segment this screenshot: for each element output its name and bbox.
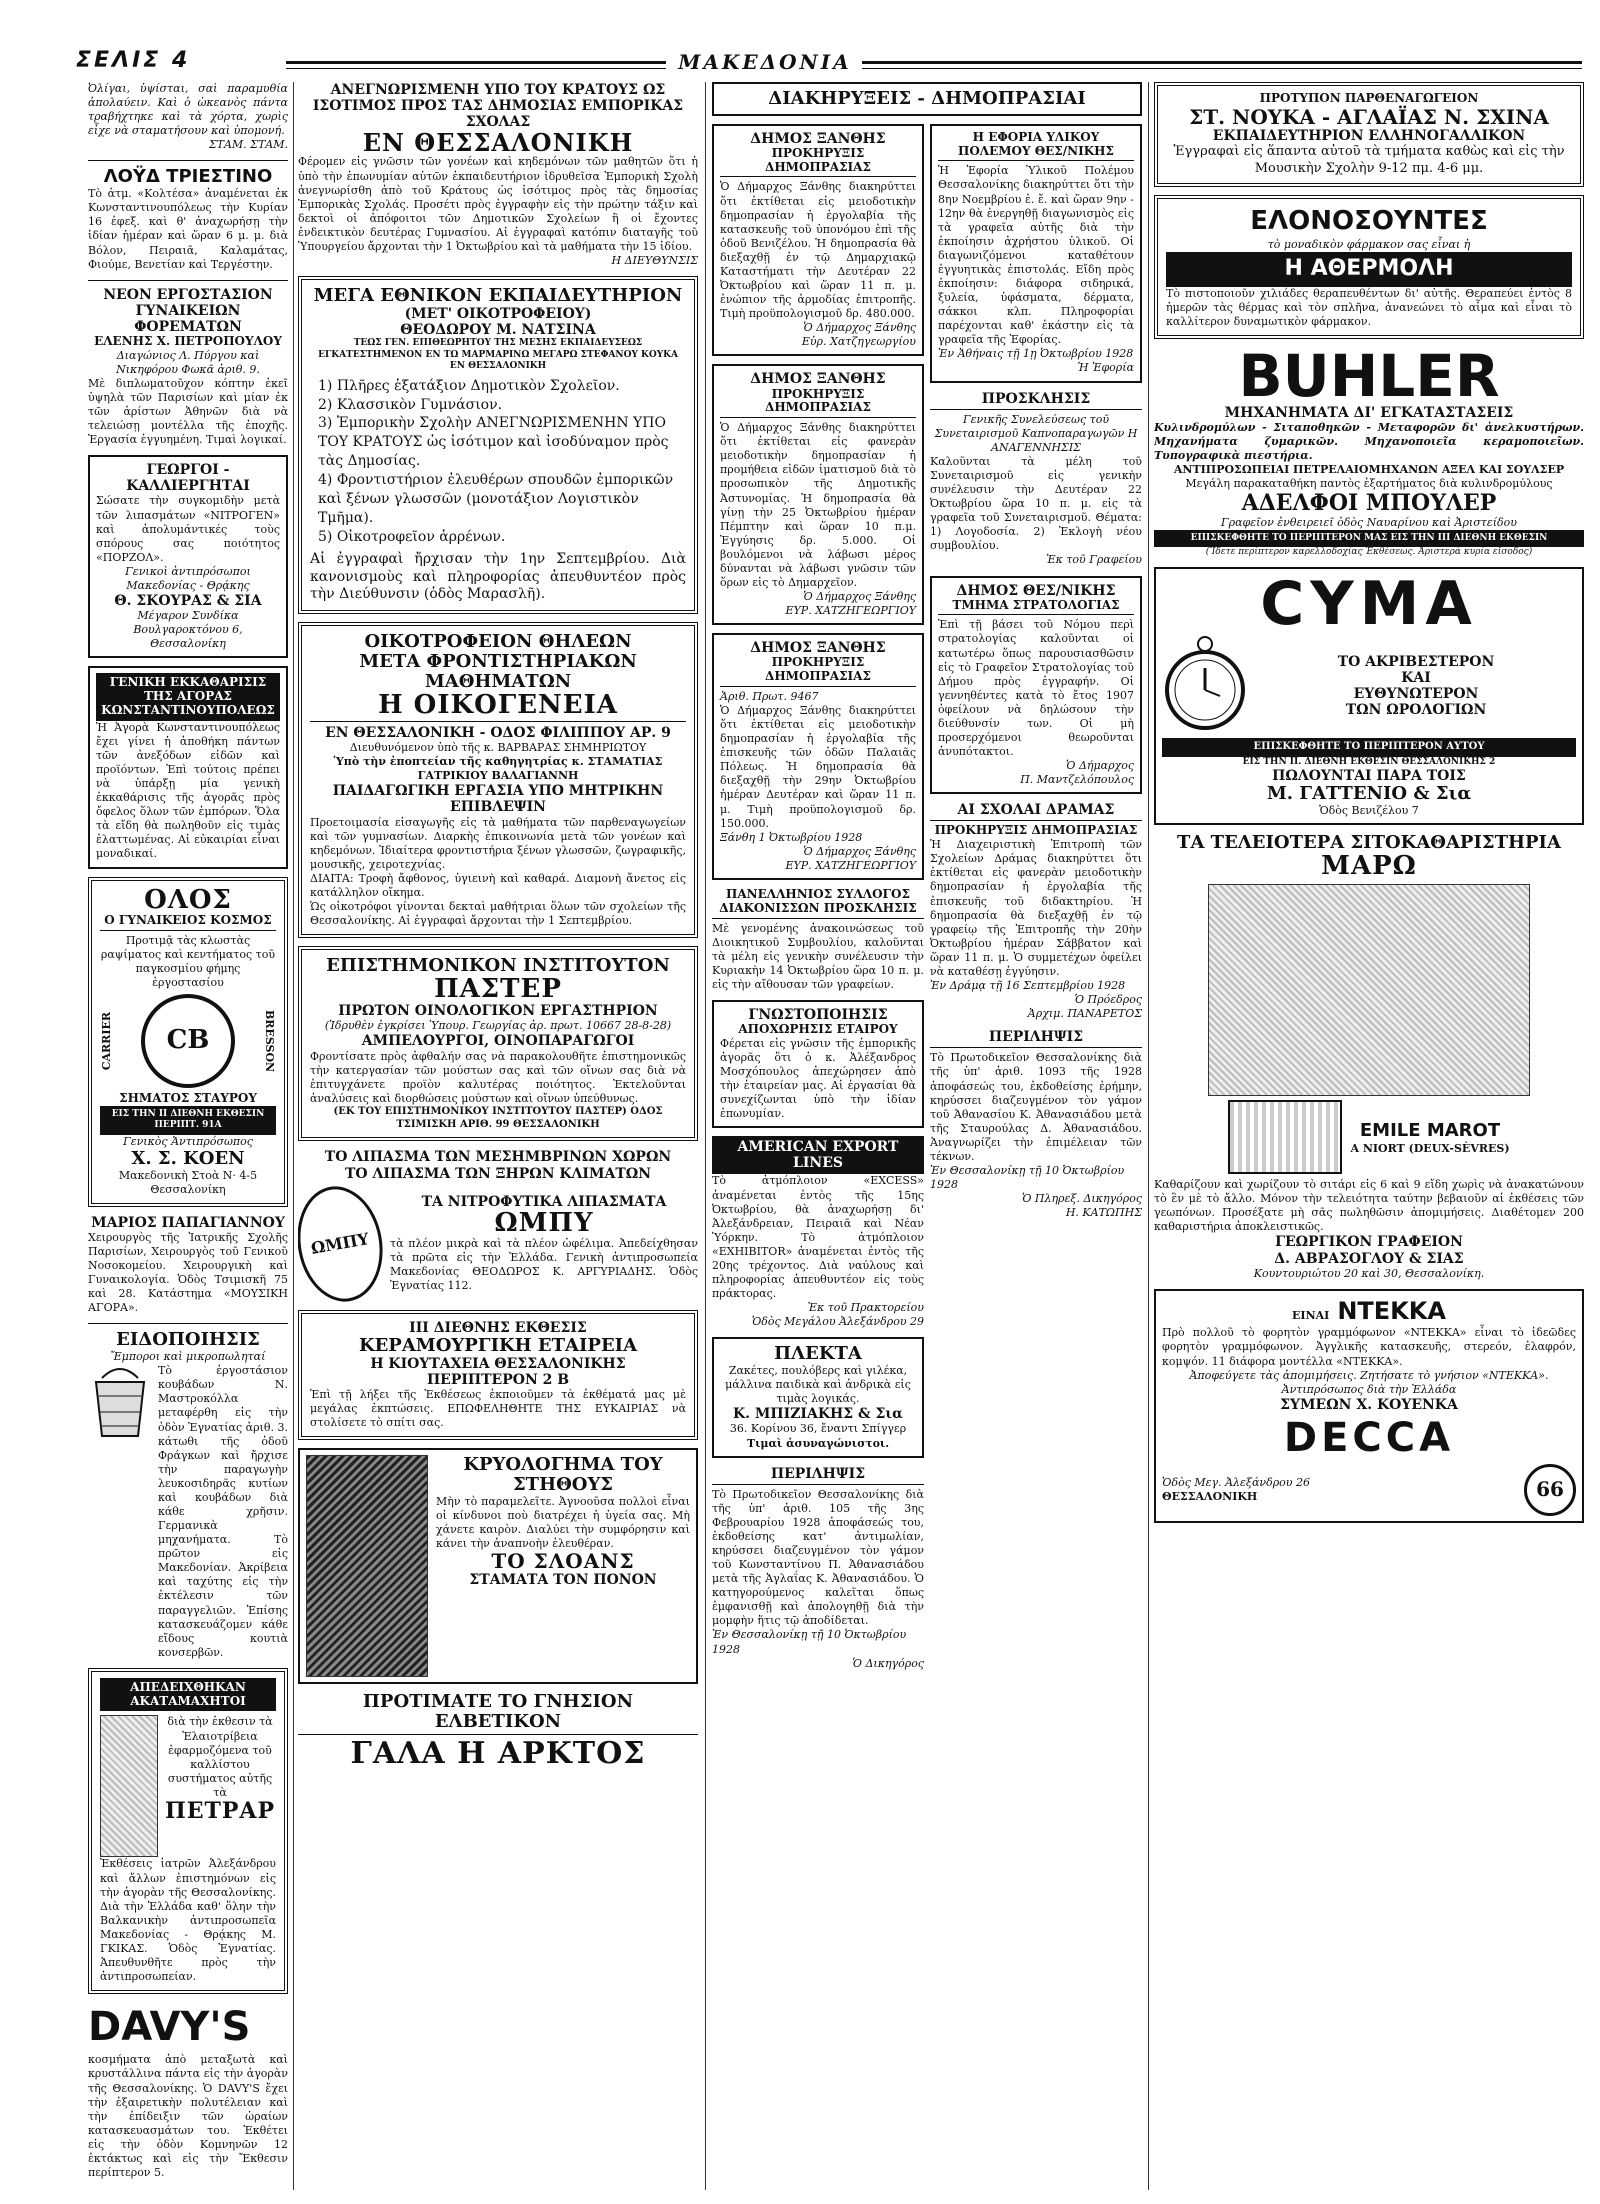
omiy-title2: ΤΟ ΛΙΠΑΣΜΑ ΤΩΝ ΞΗΡΩΝ ΚΛΙΜΑΤΩΝ — [344, 1165, 652, 1182]
decca-quote: ΝΤΕΚΚΑ — [1337, 1296, 1446, 1325]
davys-ad — [88, 2002, 288, 2180]
maro-plate2: A NIORT (DEUX-SÈVRES) — [1350, 1141, 1510, 1155]
panhellenic-notice — [712, 888, 924, 992]
lloyd-notice — [88, 167, 288, 271]
decca-warn: Ἀποφεύγετε τὰς ἀπομιμήσεις. Ζητήσατε τὸ γνήσιον «ΝΤΕΚΚΑ». — [1189, 1368, 1549, 1382]
figure-illustration — [100, 1715, 158, 1857]
partner-notice-title: ΓΝΩΣΤΟΠΟΙΗΣΙΣ — [748, 1006, 888, 1023]
ephoria-sig: Ἡ Ἐφορία — [1077, 361, 1134, 375]
olos-title: ΟΛΟΣ — [144, 884, 232, 915]
cyma-line2: ΚΑΙ — [1401, 669, 1431, 686]
cough-ad — [298, 1448, 698, 1684]
summary2-sig: Ὁ Πληρεξ. Δικηγόρος — [1021, 1192, 1142, 1206]
natsina-sub: (ΜΕΤ' ΟΙΚΟΤΡΟΦΕΙΟΥ) — [404, 305, 592, 322]
summary2-title: ΠΕΡΙΛΗΨΙΣ — [930, 1029, 1142, 1048]
workshop-body: Μὲ διπλωματοῦχον κόπτην ἐκεῖ ὑψηλὰ τῶν Παρισίων καὶ μίαν ἐκ τῶν ἀρίστων Ἀθηνῶν διὰ νὰ τελειώσῃ μοντέλλα τῆς ἐποχῆς. Ἐργασία ἐγγυημένη. Τιμαὶ λογικαί. — [88, 376, 288, 447]
american-title: AMERICAN EXPORT LINES — [712, 1136, 924, 1174]
american-body: Τὸ ἀτμόπλοιον «EXCESS» ἀναμένεται ἐντὸς τῆς 15ης Ὀκτωβρίου, θὰ ἀναχωρήσῃ δι' Ἀλεξάνδρειαν, Πειραιᾶ καὶ Νέαν Ὑόρκην. Τὸ ἀτμόπλοιον «EXHIBITOR» ἀναμένεται ἐντὸς τῆς 20ης τρέχοντος. Διὰ ναύλους καὶ πληροφορίας ἀπευθυντέον εἰς τοὺς πράκτορας. — [712, 1174, 924, 1301]
bucket-icon — [88, 1364, 152, 1660]
decca-address: Ὁδὸς Μεγ. Ἀλεξάνδρου 26 — [1162, 1476, 1310, 1489]
ephoria-body: Ἡ Ἐφορία Ὑλικοῦ Πολέμου Θεσσαλονίκης διακηρύττει ὅτι τὴν 8ην Νοεμβρίου ἐ. ἔ. καὶ ὥραν 9ην - 12ην θὰ ἐνεργηθῇ διαγωνισμὸς εἰς τὰ γραφεῖα αὐτῆς διὰ τὴν ἐκποίησιν ἀχρήστου ὑλικοῦ. Οἱ διαγωνιζόμενοι καταθέτουν ἐγγυητικὰς ἐπιστολάς. Εἴδη πρὸς ἐκποίησιν: διάφορα σιδηρικά, ξυλεία, ὑφάσματα, δέρματα, σάκκοι κλπ. Πληροφορίαι παρέχονται καθ' ἑκάστην εἰς τὰ γραφεῖα τῆς Ἐφορίας. — [938, 164, 1134, 347]
xanthi1-sig2: Εὐρ. Χατζηγεωργίου — [801, 335, 916, 349]
maro-body: Καθαρίζουν καὶ χωρίζουν τὸ σιτάρι εἰς 6 καὶ 9 εἴδη χωρὶς νὰ ἀνακατώνουν τὸ ἓν μὲ τὸ ἄλλο. Μόνον τὴν τελειότητα ταύτην βεβαιοῦν αἱ ἐκθέσεις τῶν γεωπόνων. Προσέξατε μὴ σᾶς πωληθῶσιν ἀπομιμήσεις. Διαθέτομεν 200 καθαριστήρια ἀποκλειστικῶς. — [1154, 1178, 1584, 1234]
invitation-notice — [930, 391, 1142, 568]
partner-notice — [712, 1000, 924, 1128]
cb-logo-text: CB — [166, 1025, 210, 1056]
carrier-label: CARRIER — [100, 1011, 113, 1071]
xanthi2-title: ΔΗΜΟΣ ΞΑΝΘΗΣ — [750, 371, 886, 388]
expo-company2: Η ΚΙΟΥΤΑΧΕΙΑ ΘΕΣΣΑΛΟΝΙΚΗΣ — [370, 1355, 626, 1372]
cyma-address: Ὁδὸς Βενιζέλου 7 — [1319, 803, 1419, 817]
workshop-address: Διαγώνιος Λ. Πύργου καὶ Νικηφόρου Φωκᾶ ἀριθ. 9. — [116, 348, 260, 376]
summary2-date: Ἐν Θεσσαλονίκῃ τῇ 10 Ὀκτωβρίου 1928 — [930, 1163, 1125, 1192]
petrar-title: ΑΠΕΔΕΙΧΘΗΚΑΝ ΑΚΑΤΑΜΑΧΗΤΟΙ — [100, 1678, 276, 1712]
cyma-expo: ΕΙΣ ΤΗΝ ΙΙ. ΔΙΕΘΝΗ ΕΚΘΕΣΙΝ ΘΕΣΣΑΛΟΝΙΚΗΣ 2 — [1242, 756, 1496, 767]
decca-company: ΣΥΜΕΩΝ Χ. ΚΟΥΕΝΚΑ — [1280, 1396, 1458, 1413]
auctions-right — [930, 124, 1142, 1679]
xanthi3-sig2: ΕΥΡ. ΧΑΤΖΗΓΕΩΡΓΙΟΥ — [785, 858, 916, 872]
xanthi3-ref: Ἀριθ. Πρωτ. 9467 — [720, 689, 819, 703]
natsina-list — [310, 377, 686, 547]
knit-title: ΠΛΕΚΤΑ — [774, 1343, 862, 1365]
bucket-notice-title: ΕΙΔΟΠΟΙΗΣΙΣ — [116, 1329, 260, 1351]
masthead-rule-right — [862, 61, 1582, 69]
farmers-address: Μέγαρον Συνδίκα Βουλγαροκτόνου 6, Θεσσαλονίκη — [133, 609, 243, 651]
marios-title: ΜΑΡΙΟΣ ΠΑΠΑΓΙΑΝΝΟΥ — [91, 1214, 285, 1231]
buhler-expo2: (Ἴδετε περίπτερον καρελλοδοχίας Ἐκθέσεως. Ἀριστερὰ κυρία εἴσοδος) — [1205, 547, 1533, 558]
cough-brand: ΤΟ ΣΛΟΑΝΣ — [491, 1548, 635, 1573]
pasteur-ad — [298, 946, 698, 1141]
oikog-director: Διευθυνόμενον ὑπὸ τῆς κ. ΒΑΡΒΑΡΑΣ ΣΗΜΗΡΙΩΤΟΥ — [349, 741, 647, 755]
marios-body: Χειρουργὸς τῆς Ἰατρικῆς Σχολῆς Παρισίων, Χειρουργὸς τοῦ Γενικοῦ Νοσοκομείου. Χειρουργικὴ καὶ Γυναικολογία. Ὁδὸς Τσιμισκῆ 75 καὶ 28. Κατάστημα «ΜΟΥΣΙΚΗ ΑΓΟΡΑ». — [88, 1230, 288, 1315]
oikog-footer: Ὡς οἰκοτρόφοι γίνονται δεκταὶ μαθήτριαι ὅλων τῶν σχολείων τῆς Θεσσαλονίκης. Αἱ ἐγγραφαὶ ἄρχονται τὴν 1 Σεπτεμβρίου. — [310, 900, 686, 928]
oikog-sub: ΜΕΤΑ ΦΡΟΝΤΙΣΤΗΡΙΑΚΩΝ ΜΑΘΗΜΑΤΩΝ — [359, 651, 637, 692]
bucket-notice — [88, 1330, 288, 1660]
summary-2 — [930, 1029, 1142, 1220]
auctions-banner: ΔΙΑΚΗΡΥΞΕΙΣ - ΔΗΜΟΠΡΑΣΙΑΙ — [712, 82, 1142, 116]
maro-plate: EMILE MAROT — [1359, 1119, 1501, 1141]
oikog-work: ΠΑΙΔΑΓΩΓΙΚΗ ΕΡΓΑΣΙΑ ΥΠΟ ΜΗΤΡΙΚΗΝ ΕΠΙΒΛΕΨΙΝ — [332, 783, 664, 816]
athermoli-ad — [1154, 195, 1584, 339]
decca-city: ΘΕΣΣΑΛΟΝΙΚΗ — [1162, 1490, 1258, 1504]
olos-expo: ΕΙΣ ΤΗΝ ΙΙ ΔΙΕΘΝΗ ΕΚΘΕΣΙΝ ΠΕΡΙΠΤ. 91Α — [100, 1106, 276, 1135]
cleaning-title: ΓΕΝΙΚΗ ΕΚΚΑΘΑΡΙΣΙΣ ΤΗΣ ΑΓΟΡΑΣ ΚΩΝΣΤΑΝΤΙΝΟΥΠΟΛΕΩΣ — [96, 673, 280, 720]
summary1-date: Ἐν Θεσσαλονίκῃ τῇ 10 Ὀκτωβρίου 1928 — [712, 1628, 907, 1656]
decca-logo: DECCA — [1283, 1414, 1455, 1461]
cyma-line4: ΤΩΝ ΩΡΟΛΟΓΙΩΝ — [1345, 701, 1487, 718]
natsina-fine: ΤΕΩΣ ΓΕΝ. ΕΠΙΘΕΩΡΗΤΟΥ ΤΗΣ ΜΕΣΗΣ ΕΚΠΑΙΔΕΥΣΕΩΣ ΕΓΚΑΤΕΣΤΗΜΕΝΟΝ ΕΝ ΤΩ ΜΑΡΜΑΡΙΝΩ ΜΕΓΑΡΩ ΣΤΕΦΑΝΟΥ ΚΟΥΚΑ ΕΝ ΘΕΣΣΑΛΟΝΙΚΗ — [318, 338, 678, 372]
thessaloniki-military-notice — [930, 576, 1142, 795]
petrar-body2: Ἐκθέσεις ἰατρῶν Ἀλεξάνδρου καὶ ἄλλων ἐπιστημόνων εἰς τὴν ἀγορὰν τῆς Θεσσαλονίκης. Διὰ τὴν Ἑλλάδα καθ' ὅλην τὴν Βαλκανικὴν ἀντιπροσωπεῖα Μακεδονίας - Θρᾴκης Μ. ΓΚΙΚΑΣ. Ὁδὸς Ἐγνατίας. Ἀπευθυνθῆτε πρὸς τὴν ἀντιπροσωπείαν. — [100, 1857, 276, 1984]
bucket-notice-body: Τὸ ἐργοστάσιον κουβάδων Ν. Μαστροκόλλα μεταφέρθη εἰς τὴν ὁδὸν Ἐγνατίας ἀριθ. 3. κάτωθι τῆς ὁδοῦ Φράγκων καὶ ἤρχισε τὴν παραγωγὴν λευκοσιδηρᾶς κυτίων καὶ κουβάδων διὰ κάθε χρῆσιν. Γερμανικὰ μηχανήματα. Τὸ πρῶτον εἰς Μακεδονίαν. Ἀκρίβεια καὶ ταχύτης εἰς τὴν ἐκτέλεσιν τῶν παραγγελιῶν. Ἐπίσης κατασκευάζομεν κάθε εἴδους κουτιὰ κονσερβῶν. — [158, 1364, 288, 1659]
partheno-pre: ΠΡΟΤΥΠΟΝ ΠΑΡΘΕΝΑΓΩΓΕΙΟΝ — [1259, 91, 1479, 105]
column-3 — [712, 82, 1142, 2190]
bucket-notice-sub: Ἔμποροι καὶ μικροπωληταί — [110, 1350, 266, 1364]
drama-date: Ἐν Δράμᾳ τῇ 16 Σεπτεμβρίου 1928 — [930, 979, 1126, 993]
maro-ad — [1154, 833, 1584, 1281]
buhler-rep: ΑΝΤΙΠΡΟΣΩΠΕΙΑΙ ΠΕΤΡΕΛΑΙΟΜΗΧΑΝΩΝ ΑΞΕΛ ΚΑΙ ΣΟΥΛΣΕΡ — [1173, 463, 1565, 477]
partner-notice-body: Φέρεται εἰς γνῶσιν τῆς ἐμπορικῆς ἀγορᾶς ὅτι ὁ κ. Ἀλέξανδρος Μοσχόπουλος ἀπεχώρησεν ἀπὸ τὴν ἑταιρείαν μας. Αἱ ἐργασίαι θὰ συνεχίζωνται ὑπὸ τὴν ἰδίαν ἐπωνυμίαν. — [720, 1036, 916, 1121]
decca-body: Πρὸ πολλοῦ τὸ φορητὸν γραμμόφωνον «ΝΤΕΚΚΑ» εἶναι τὸ ἰδεῶδες φορητὸν γραμμόφωνον. Ἀγγλικῆς κατασκευῆς, στερεόν, ἐλαφρόν, κομψόν. 11 διάφορα μοντέλλα «ΝΤΕΚΚΑ». — [1162, 1326, 1576, 1368]
cyma-dealer: Μ. ΓΑΤΤΕΝΙΟ & Σια — [1266, 783, 1472, 805]
milk-ad — [298, 1692, 698, 1769]
lloyd-title: ΛΟΫΔ ΤΡΙΕΣΤΙΝΟ — [103, 166, 273, 188]
oikog-name: Η ΟΙΚΟΓΕΝΕΙΑ — [310, 692, 686, 722]
oikog-address: ΕΝ ΘΕΣΣΑΛΟΝΙΚΗ - ΟΔΟΣ ΦΙΛΙΠΠΟΥ ΑΡ. 9 — [325, 725, 671, 742]
masthead — [0, 0, 1600, 74]
drama-sig: Ὁ Πρόεδρος — [1074, 993, 1142, 1007]
davys-body: κοσμήματα ἀπὸ μεταξωτὰ καὶ κρυστάλλινα πάντα εἰς τὴν ἀγορὰν τῆς Θεσσαλονίκης. Ὁ DAVY'S ἔχει τὴν ἐξαιρετικὴν πολυτέλειαν καὶ τὴν ἐπίδειξιν τῶν ὡραίων κατασκευασμάτων του. Ἐκθέτει εἰς τὴν ὁδὸν Κομνηνῶν 12 ἐκτάκτως καὶ εἰς τὴν Ἔκθεσιν περίπτερον 5. — [88, 2053, 288, 2179]
expo-title: ΙΙΙ ΔΙΕΘΝΗΣ ΕΚΘΕΣΙΣ — [409, 1319, 587, 1336]
drama-sub: ΠΡΟΚΗΡΥΞΙΣ ΔΗΜΟΠΡΑΣΙΑΣ — [934, 823, 1138, 838]
cough-body: Μὴν τὸ παραμελεῖτε. Ἀγνοοῦσα πολλοὶ εἶναι οἱ κίνδυνοι ποὺ διατρέχει ἡ ὑγεία σας. Μὴ χάνετε καιρὸν. Διαλύει τὴν συμφόρησιν καὶ κάνει τὴν ἀναπνοὴν ἐλευθέραν. — [436, 1494, 690, 1550]
cyma-title: CYMA — [1260, 568, 1478, 639]
partner-notice-sub: ΑΠΟΧΩΡΗΣΙΣ ΕΤΑΙΡΟΥ — [738, 1021, 898, 1036]
buhler-body: Κυλινδρομύλων - Σιταποθηκῶν - Μεταφορῶν δι' ἀνελκυστήρων. Μηχανήματα ζυμαρικῶν. Μηχανοποιεῖα κεραμοποιεῖων. Τυπογραφικὰ πιεστήρια. — [1154, 420, 1584, 463]
omiy-body: τὰ πλέον μικρὰ καὶ τὰ πλέον ὠφέλιμα. Ἀπεδείχθησαν τὰ πρῶτα εἰς τὴν Ἑλλάδα. Γενικὴ ἀντιπροσωπεία Μακεδονίας ΘΕΟΔΩΡΟΣ Κ. ΑΡΓΥΡΙΑΔΗΣ. Ὁδὸς Ἐγνατίας 112. — [390, 1237, 698, 1293]
newspaper-name: ΜΑΚΕΔΟΝΙΑ — [678, 50, 852, 74]
ephoria-date: Ἐν Ἀθήναις τῇ 1ῃ Ὀκτωβρίου 1928 — [938, 347, 1134, 361]
xanthi1-body: Ὁ Δήμαρχος Ξάνθης διακηρύττει ὅτι ἐκτίθεται εἰς μειοδοτικὴν δημοπρασίαν ἡ ἐργολαβία τῆς κατασκευῆς τοῦ ὑπονόμου ἐπὶ τῆς ὁδοῦ Βενιζέλου. Ἡ δημοπρασία θὰ διεξαχθῇ ἐν τῷ Δημαρχιακῷ Καταστήματι τὴν Δευτέραν 22 Ὀκτωβρίου καὶ ὥραν 11 π. μ. ἐνώπιον τῆς ἁρμοδίας ἐπιτροπῆς. Τιμὴ προϋπολογισμοῦ δρ. 480.000. — [720, 180, 916, 321]
xanthi-auction-2 — [712, 364, 924, 625]
malaria-sub: τὸ μοναδικὸν φάρμακον σας εἶναι ἡ — [1267, 238, 1471, 252]
xanthi1-sub: ΠΡΟΚΗΡΥΞΙΣ ΔΗΜΟΠΡΑΣΙΑΣ — [720, 147, 916, 178]
petrar-body: διὰ τὴν ἐκθεσιν τὰ Ἐλαιοτρίβεια ἐφαρμοζόμενα τοῦ καλλίστου συστήματος αὐτῆς τὰ — [167, 1715, 273, 1799]
cyma-line3: ΕΥΘΥΝΩΤΕΡΟΝ — [1353, 685, 1479, 702]
ephoria-title: Η ΕΦΟΡΙΑ ΥΛΙΚΟΥ ΠΟΛΕΜΟΥ ΘΕΣ/ΝΙΚΗΣ — [938, 131, 1134, 162]
xanthi2-sub: ΠΡΟΚΗΡΥΞΙΣ ΔΗΜΟΠΡΑΣΙΑΣ — [720, 388, 916, 419]
oikog-body: Προετοιμασία εἰσαγωγῆς εἰς τὰ μαθήματα τῶν παρθεναγωγείων καὶ τῶν γυμνασίων. Διαρκὴς ἐπικοινωνία μετὰ τῶν γονέων καὶ κηδεμόνων. Ἰδιαίτερα φροντιστήρια ξένων γλωσσῶν, ζωγραφικῆς, μουσικῆς, χειροτεχνίας. — [310, 815, 686, 871]
pasteur-body: Φροντίσατε πρὸς ἀφθαλήν σας νὰ παρακολουθῆτε ἐπιστημονικῶς τὴν κατεργασίαν τῶν μούστων σας καὶ τῶν οἴνων σας διὰ νὰ ἐπιτυγχάνετε προϊὸν καλυτέρας ποιότητος. Ἐκτελοῦνται ἀναλύσεις καὶ διορθώσεις μούστων καὶ οἴνων ὑπεύθυνως. — [310, 1049, 686, 1105]
omiy-logo — [298, 1179, 391, 1308]
natsina-footer: Αἱ ἐγγραφαὶ ἤρχισαν τὴν 1ην Σεπτεμβρίου. Διὰ κανονισμοὺς καὶ πληροφορίας ἀπευθυντέον πρὸς τὴν Διεύθυνσιν (ὁδὸς Μαρασλῆ). — [310, 550, 686, 603]
omiy-logo-text: ΩΜΠΥ — [309, 1228, 371, 1258]
maro-company: Δ. ΑΒΡΑΣΟΓΛΟΥ & ΣΙΑΣ — [1274, 1250, 1464, 1267]
auctions-left — [712, 124, 924, 1679]
oikogeneia-ad — [298, 622, 698, 938]
invite-sig: Ἐκ τοῦ Γραφείου — [1046, 553, 1142, 567]
farmers-rep: Γενικοὶ ἀντιπρόσωποι Μακεδονίας - Θρᾴκης — [125, 564, 251, 592]
summary-1 — [712, 1466, 924, 1671]
recognized-school-notice — [298, 82, 698, 268]
list-item: 3) Ἐμπορικὴν Σχολὴν ΑΝΕΓΝΩΡΙΣΜΕΝΗΝ ΥΠΟ ΤΟΥ ΚΡΑΤΟΥΣ ὡς ἰσότιμον καὶ ἰσοδύναμον πρὸς τὰς Δημοσίας. — [318, 415, 669, 470]
buhler-expo: ΕΠΙΣΚΕΦΘΗΤΕ ΤΟ ΠΕΡΙΠΤΕΡΟΝ ΜΑΣ ΕΙΣ ΤΗΝ ΙΙΙ ΔΙΕΘΝΗ ΕΚΘΕΣΙΝ — [1154, 530, 1584, 548]
omiy-brand: ΩΜΠΥ — [494, 1207, 594, 1238]
lloyd-body: Τὸ ἀτμ. «Κολτέσα» ἀναμένεται ἐκ Κωνσταντινουπόλεως τὴν Κυρίαν 16 ἐφεξ. καὶ θ' ἀναχωρήσῃ τὴν ἰδίαν ἡμέραν καὶ ὥραν 6 μ. μ. διὰ Βόλον, Πειραιᾶ, Καλαμάτας, Φιούμε, Βενετίαν καὶ Τεργέστην. — [88, 187, 288, 271]
cb-logo — [141, 994, 235, 1088]
american-lines-notice — [712, 1136, 924, 1329]
summary1-body: Τὸ Πρωτοδικεῖον Θεσσαλονίκης διὰ τῆς ὑπ' ἀριθ. 105 τῆς 3ης Φεβρουαρίου 1928 ἀποφάσεώς του, ἐκδοθείσης κατ' ἀντιμωλίαν, κηρύσσει διαζευγμένον τὸν γάμον τοῦ Κωνσταντίνου Π. Ἀθανασιάδου μετὰ τῆς Ἀγλαΐας Κ. Ἀθανασιάδου. Ὁ κατηγορούμενος καλεῖται ὅπως ἐμφανισθῇ καὶ ἀπολογηθῇ διὰ τὴν μομφὴν ἥτις τῷ ἀποδίδεται. — [712, 1487, 924, 1628]
maro-title: ΤΑ ΤΕΛΕΙΟΤΕΡΑ ΣΙΤΟΚΑΘΑΡΙΣΤΗΡΙΑ — [1177, 832, 1561, 854]
xanthi3-date: Ξάνθη 1 Ὀκτωβρίου 1928 — [720, 830, 863, 844]
partheno-body: Ἐγγραφαὶ εἰς ἅπαντα αὐτοῦ τὰ τμήματα καθὼς καὶ εἰς τὴν Μουσικὴν Σχολὴν 9-12 πμ. 4-6 μμ. — [1173, 143, 1565, 176]
clock-icon — [1162, 634, 1248, 738]
thes-dept: ΤΜΗΜΑ ΣΤΡΑΤΟΛΟΓΙΑΣ — [938, 599, 1134, 616]
olos-rep-label: Γενικὸς Ἀντιπρόσωπος — [123, 1134, 253, 1148]
american-sig: Ἐκ τοῦ Πρακτορείου — [807, 1301, 924, 1315]
drama-body: Ἡ Διαχειριστικὴ Ἐπιτροπὴ τῶν Σχολείων Δράμας διακηρύττει ὅτι ἐκτίθεται εἰς φανερὰν μειοδοτικὴν δημοπρασίαν ἡ ἐργολαβία τῆς ἐπισκευῆς τοῦ διδακτηρίου. Ἡ δημοπρασία θὰ διεξαχθῇ ἐν τῷ γραφείῳ τῆς Ἐπιτροπῆς τὴν 20ὴν Ὀκτωβρίου ἡμέραν Σάββατον καὶ ὥραν 11 π. μ. Ὁ συμμετέχων ὀφείλει νὰ καταθέσῃ ἐγγύησιν. — [930, 838, 1142, 978]
intro-article — [88, 82, 288, 152]
expo-pavilion: ΠΕΡΙΠΤΕΡΟΝ 2 Β — [426, 1371, 570, 1388]
page-number: ΣΕΛΙΣ 4 — [76, 48, 191, 73]
pasteur-sub: ΠΡΩΤΟΝ ΟΙΝΟΛΟΓΙΚΟΝ ΕΡΓΑΣΤΗΡΙΟΝ — [338, 1003, 658, 1020]
cough-slogan: ΣΤΑΜΑΤΑ ΤΟΝ ΠΟΝΟΝ — [469, 1571, 657, 1588]
partheno-ad — [1154, 82, 1584, 187]
xanthi2-body: Ὁ Δήμαρχος Ξάνθης διακηρύττει ὅτι ἐκτίθεται εἰς φανερὰν μειοδοτικὴν δημοπρασίαν ἡ προμήθεια εἰδῶν ἱματισμοῦ διὰ τὸ προσωπικὸν τῆς Δημοτικῆς Ἀστυνομίας. Ἡ δημοπρασία θὰ γίνῃ τὴν 25 Ὀκτωβρίου ἡμέραν Πέμπτην καὶ ὥραν 10 π.μ. Ἐγγύησις δρ. 5.000. Οἱ βουλόμενοι νὰ λάβωσι μέρος δύνανται νὰ λάβωσι γνῶσιν τῶν ὅρων εἰς τὸ Δημαρχεῖον. — [720, 421, 916, 589]
recog-signature: Η ΔΙΕΥΘΥΝΣΙΣ — [611, 254, 698, 268]
ephoria-notice — [930, 124, 1142, 383]
partheno-title: ΣΤ. ΝΟΥΚΑ - ΑΓΛΑΪΑΣ Ν. ΣΧΙΝΑ — [1189, 104, 1549, 129]
recog-body: Φέρομεν εἰς γνῶσιν τῶν γονέων καὶ κηδεμόνων τῶν μαθητῶν ὅτι ἡ ὑπὸ τὴν ἐπωνυμίαν αὐτῶν ἐκπαιδευτήριον ἰδρυθεῖσα Ἐμπορικὴ Σχολὴ ἀνεγνωρίσθη ἀπὸ τοῦ Κράτους ὡς ἰσότιμος πρὸς τὰς δημοσίας Ἐμπορικὰς Σχολάς. Προσέτι πρὸς ἐγγραφὴν εἰς τὴν πρώτην τάξιν καὶ δεκτοὶ οἱ ἀπόφοιτοι τῶν Δημοτικῶν Σχολείων ἢ οἱ ἔχοντες ἐνδεικτικὸν δευτέρας Γυμνασίου. Αἱ ἐγγραφαὶ κατόπιν διαταγῆς τοῦ Ὑπουργείου ἄρχονται τὴν 1 Ὀκτωβρίου καὶ τὰ μαθήματα τὴν 15 ἰδίου. — [298, 155, 698, 253]
pasteur-title: ΕΠΙΣΤΗΜΟΝΙΚΟΝ ΙΝΣΤΙΤΟΥΤΟΝ — [326, 955, 670, 977]
natsina-school-ad — [298, 276, 698, 614]
workshop-ad — [88, 287, 288, 448]
workshop-owner: ΕΛΕΝΗΣ Χ. ΠΕΤΡΟΠΟΥΛΟΥ — [94, 333, 282, 348]
omiy-title1: ΤΟ ΛΙΠΑΣΜΑ ΤΩΝ ΜΕΣΗΜΒΡΙΝΩΝ ΧΩΡΩΝ — [324, 1149, 672, 1166]
knitwear-ad — [712, 1337, 924, 1457]
davys-title: DAVY'S — [88, 2004, 251, 2051]
farmer-illustration — [1208, 884, 1530, 1096]
decca-pre: ΕΙΝΑΙ — [1292, 1308, 1330, 1322]
thes-body: Ἐπὶ τῇ βάσει τοῦ Νόμου περὶ στρατολογίας καλοῦνται οἱ κατωτέρω ὅπως παρουσιασθῶσιν εἰς τὸ Γραφεῖον Στρατολογίας τοῦ Δήμου πρὸς ἐγγραφήν. Οἱ γεννηθέντες κατὰ τὸ ἔτος 1907 ὀφείλουν νὰ δηλώσουν τὴν διεύθυνσίν των. Οἱ μὴ προσερχόμενοι θεωροῦνται ἀνυπότακτοι. — [938, 618, 1134, 759]
xanthi-auction-1 — [712, 124, 924, 357]
list-item: 4) Φροντιστήριον ἐλευθέρων σπουδῶν ἐμπορικῶν καὶ ξένων γλωσσῶν (μονοτάξιον Λογιστικὸν Τμῆμα). — [318, 472, 674, 526]
omiy-product: ΤΑ ΝΙΤΡΟΦΥΤΙΚΑ ΛΙΠΑΣΜΑΤΑ — [421, 1193, 667, 1210]
list-item: 5) Οἰκοτροφεῖον ἀρρένων. — [318, 528, 506, 545]
invite-sub: Γενικῆς Συνελεύσεως τοῦ Συνεταιρισμοῦ Καπνοπαραγωγῶν Η ΑΝΑΓΕΝΝΗΣΙΣ — [934, 412, 1138, 454]
panhellenic-title: ΠΑΝΕΛΛΗΝΙΟΣ ΣΥΛΛΟΓΟΣ ΔΙΑΚΟΝΙΣΣΩΝ ΠΡΟΣΚΛΗΣΙΣ — [712, 888, 924, 919]
cough-title: ΚΡΥΟΛΟΓΗΜΑ ΤΟΥ ΣΤΗΘΟΥΣ — [463, 1453, 663, 1495]
natsina-owner: ΘΕΟΔΩΡΟΥ Μ. ΝΑΤΣΙΝΑ — [400, 321, 596, 338]
expo-ceramics-ad — [298, 1310, 698, 1440]
milk-brand: ΓΑΛΑ Η ΑΡΚΤΟΣ — [350, 1735, 646, 1771]
list-item: 1) Πλῆρες ἑξατάξιον Δημοτικὸν Σχολεῖον. — [318, 377, 620, 394]
grain-cleaner-illustration — [1228, 1100, 1342, 1174]
column-2 — [298, 82, 698, 2190]
malaria-brand: Η ΑΘΕΡΜΟΛΗ — [1166, 252, 1572, 286]
buhler-address: Γραφεῖον ἐνθειρειεῖ ὁδὸς Ναυαρίνου καὶ Ἀριστείδου — [1221, 515, 1517, 529]
xanthi-auction-3 — [712, 633, 924, 880]
american-sig2: Ὁδὸς Μεγάλου Ἀλεξάνδρου 29 — [751, 1315, 924, 1329]
decca-number: 66 — [1536, 1477, 1564, 1502]
maro-brand: ΜΑΡΩ — [1321, 850, 1417, 881]
malaria-title: ΕΛΟΝΟΣΟΥΝΤΕΣ — [1250, 206, 1488, 237]
expo-company: ΚΕΡΑΜΟΥΡΓΙΚΗ ΕΤΑΙΡΕΙΑ — [358, 1334, 638, 1356]
olos-subtitle: Ο ΓΥΝΑΙΚΕΙΟΣ ΚΟΣΜΟΣ — [100, 914, 276, 931]
farmers-title: ΓΕΩΡΓΟΙ - ΚΑΛΛΙΕΡΓΗΤΑΙ — [126, 462, 250, 495]
intro-signature: ΣΤΑΜ. ΣΤΑΜ. — [208, 138, 288, 152]
omiy-ad — [298, 1149, 698, 1301]
olos-body: Προτιμᾷ τὰς κλωστὰς ραψίματος καὶ κεντήματος τοῦ παγκοσμίου φήμης ἐργοστασίου — [100, 933, 276, 989]
masthead-rule-left — [286, 61, 666, 69]
knit-company: Κ. ΜΠΙΖΙΑΚΗΣ & Σια — [733, 1406, 903, 1423]
recog-title: ΑΝΕΓΝΩΡΙΣΜΕΝΗ ΥΠΟ ΤΟΥ ΚΡΑΤΟΥΣ ΩΣ ΙΣΟΤΙΜΟΣ ΠΡΟΣ ΤΑΣ ΔΗΜΟΣΙΑΣ ΕΜΠΟΡΙΚΑΣ ΣΧΟΛΑΣ — [312, 82, 684, 131]
buhler-body2: Μεγάλη παρακαταθήκη παντὸς ἐξαρτήματος διὰ κυλινδρομύλους — [1185, 477, 1553, 491]
bresson-label: BRESSON — [263, 1009, 276, 1072]
cyma-ad — [1154, 567, 1584, 825]
xanthi2-sig2: ΕΥΡ. ΧΑΤΖΗΓΕΩΡΓΙΟΥ — [785, 604, 916, 618]
recog-city: ΕΝ ΘΕΣΣΑΛΟΝΙΚΗ — [362, 128, 634, 158]
malaria-body: Τὸ πιστοποιοῦν χιλιάδες θεραπευθέντων δι' αὐτῆς. Θεραπεύει ἐντὸς 8 ἡμερῶν τὰς θέρμας καὶ τὸν σπλῆνα, ἀνανεώνει τὸ αἷμα καὶ εἶναι τὸ καλλίτερον δυναμωτικὸν φάρμακον. — [1166, 286, 1572, 328]
cyma-sold: ΠΩΛΟΥΝΤΑΙ ΠΑΡΑ ΤΟΙΣ — [1272, 768, 1466, 785]
buhler-sub: ΜΗΧΑΝΗΜΑΤΑ ΔΙ' ΕΓΚΑΤΑΣΤΑΣΕΙΣ — [1224, 404, 1514, 421]
xanthi3-sig: Ὁ Δήμαρχος Ξάνθης — [803, 844, 916, 858]
cyma-visit: ΕΠΙΣΚΕΦΘΗΤΕ ΤΟ ΠΕΡΙΠΤΕΡΟΝ ΑΥΤΟΥ — [1162, 738, 1576, 757]
decca-rep: Ἀντιπρόσωπος διὰ τὴν Ἑλλάδα — [1281, 1382, 1457, 1396]
column-4 — [1154, 82, 1584, 2190]
summary2-sig2: Η. ΚΑΤΩΠΗΣ — [1065, 1206, 1142, 1220]
pasteur-heading: ΑΜΠΕΛΟΥΡΓΟΙ, ΟΙΝΟΠΑΡΑΓΩΓΟΙ — [361, 1033, 635, 1050]
thes-sig: Ὁ Δήμαρχος — [1066, 759, 1134, 773]
intro-text: Ὀλίγαι, ὑψίσται, σαὶ παραμυθία ἀπολαύειν. Καὶ ὁ ὠκεανὸς πάντα τραβήχτηκε καὶ τὰ χόρτα, χωρὶς εἶχε νὰ σταματήσουν καὶ ὑπομονή. — [88, 82, 288, 138]
pasteur-footer: (ΕΚ ΤΟΥ ΕΠΙΣΤΗΜΟΝΙΚΟΥ ΙΝΣΤΙΤΟΥΤΟΥ ΠΑΣΤΕΡ) ΟΔΟΣ ΤΣΙΜΙΣΚΗ ΑΡΙΘ. 99 ΘΕΣΣΑΛΟΝΙΚΗ — [333, 1105, 663, 1130]
list-item: 2) Κλασσικὸν Γυμνάσιον. — [318, 396, 503, 413]
cleaning-ad — [88, 666, 288, 868]
drama-title: ΑΙ ΣΧΟΛΑΙ ΔΡΑΜΑΣ — [930, 802, 1142, 821]
buhler-title: BUHLER — [1238, 341, 1500, 410]
buhler-ad — [1154, 341, 1584, 559]
workshop-title: ΝΕΟΝ ΕΡΓΟΣΤΑΣΙΟΝ ΓΥΝΑΙΚΕΙΩΝ ΦΟΡΕΜΑΤΩΝ — [103, 286, 273, 335]
maro-office: ΓΕΩΡΓΙΚΟΝ ΓΡΑΦΕΙΟΝ — [1275, 1234, 1463, 1251]
olos-ad — [88, 877, 288, 1207]
thes-title: ΔΗΜΟΣ ΘΕΣ/ΝΙΚΗΣ — [956, 582, 1116, 599]
column-divider — [705, 82, 706, 2190]
summary1-title: ΠΕΡΙΛΗΨΙΣ — [712, 1466, 924, 1485]
cleaning-body: Ἡ Ἀγορὰ Κωνσταντινουπόλεως ἔχει γίνει ἡ ἀποθήκη πάντων τῶν ἀνεξόδων εἰδῶν καὶ προϊόντων. Ἐπὶ τούτοις πρέπει νὰ ὑπάρξῃ μία γενικὴ ἐκκαθάρισις τῆς ἀγορᾶς πρὸς ὄφελος ὅλων τῶν ἐμπόρων. Ὅλα τὰ εἴδη θὰ πωληθοῦν εἰς τιμὰς ἐλαττωμένας. Αἱ εὐκαιρίαι εἶναι μοναδικαί. — [96, 720, 280, 861]
invite-title: ΠΡΟΣΚΛΗΣΙΣ — [930, 391, 1142, 410]
decca-number-badge — [1524, 1464, 1576, 1516]
panhellenic-body: Μὲ γενομένης ἀνακοινώσεως τοῦ Διοικητικοῦ Συμβουλίου, καλοῦνται τὰ μέλη εἰς γενικὴν συνέλευσιν τὴν Κυριακὴν 14 Ὀκτωβρίου ὥρα 10 π. μ. εἰς τὴν αἴθουσαν τῶν γραφείων. — [712, 921, 924, 991]
pasteur-name: ΠΑΣΤΕΡ — [434, 973, 562, 1004]
column-1 — [88, 82, 288, 2190]
natsina-title: ΜΕΓΑ ΕΘΝΙΚΟΝ ΕΚΠΑΙΔΕΥΤΗΡΙΟΝ — [313, 285, 683, 307]
oikog-diet: ΔΙΑΙΤΑ: Τροφὴ ἄφθονος, ὑγιεινὴ καὶ καθαρά. Διαμονὴ ἄνετος εἰς κατάλληλον οἴκημα. — [310, 871, 686, 899]
figure-illustration — [306, 1455, 428, 1677]
decca-ad — [1154, 1289, 1584, 1523]
partheno-sub: ΕΚΠΑΙΔΕΥΤΗΡΙΟΝ ΕΛΛΗΝΟΓΑΛΛΙΚΟΝ — [1212, 127, 1526, 144]
oikog-director2: Ὑπὸ τὴν ἐποπτείαν τῆς καθηγητρίας κ. ΣΤΑΜΑΤΙΑΣ ΓΑΤΡΙΚΙΟΥ ΒΑΛΑΓΙΑΝΝΗ — [333, 755, 663, 783]
milk-title: ΠΡΟΤΙΜΑΤΕ ΤΟ ΓΝΗΣΙΟΝ ΕΛΒΕΤΙΚΟΝ — [298, 1692, 698, 1735]
olos-rep-address: Μακεδονικὴ Στοὰ Ν· 4-5 Θεσσαλονίκη — [118, 1168, 258, 1196]
farmers-company: Θ. ΣΚΟΥΡΑΣ & ΣΙΑ — [114, 593, 262, 610]
drama-sig2: Ἀρχιμ. ΠΑΝΑΡΕΤΟΣ — [1027, 1007, 1142, 1021]
knit-body: Ζακέτες, πουλόβερς καὶ γιλέκα, μάλλινα παιδικὰ καὶ ἀνδρικὰ εἰς τιμὰς λογικάς. — [725, 1364, 911, 1406]
xanthi3-body: Ὁ Δήμαρχος Ξάνθης διακηρύττει ὅτι ἐκτίθεται εἰς μειοδοτικὴν δημοπρασίαν ἡ ἐργολαβία τῆς ἐπισκευῆς τῶν ὁδῶν Παλαιᾶς Πόλεως. Ἡ δημοπρασία θὰ διεξαχθῇ τὴν 29ην Ὀκτωβρίου ἡμέραν Δευτέραν καὶ ὥραν 11 π. μ. Τιμὴ προϋπολογισμοῦ δρ. 150.000. — [720, 703, 916, 830]
xanthi1-title: ΔΗΜΟΣ ΞΑΝΘΗΣ — [750, 130, 886, 147]
column-divider — [293, 82, 294, 2190]
knit-prices: Τιμαὶ ἀσυναγώνιστοι. — [746, 1436, 890, 1450]
marios-ad — [88, 1215, 288, 1316]
petrar-ad — [88, 1668, 288, 1994]
cyma-line1: ΤΟ ΑΚΡΙΒΕΣΤΕΡΟΝ — [1337, 653, 1495, 670]
farmers-ad — [88, 455, 288, 658]
olos-emblem: ΣΗΜΑΤΟΣ ΣΤΑΥΡΟΥ — [119, 1090, 257, 1105]
xanthi2-sig: Ὁ Δήμαρχος Ξάνθης — [803, 590, 916, 604]
pasteur-licence: (Ἰδρυθὲν ἐγκρίσει Ὑπουρ. Γεωργίας ἀρ. πρωτ. 10667 28-8-28) — [324, 1019, 672, 1033]
summary2-body: Τὸ Πρωτοδικεῖον Θεσσαλονίκης διὰ τῆς ὑπ' ἀριθ. 1093 τῆς 1928 ἀποφάσεώς του, ἐκδοθείσης ἐρήμην, κηρύσσει διαζευγμένον τὸν γάμον τοῦ Ἀθανασίου Κ. Ἀθανασιάδου μετὰ τῆς Σταυρούλας Δ. Ἀθανασιάδου. Ἀναγνωρίζει τὴν ἐπιμέλειαν τῶν τέκνων. — [930, 1051, 1142, 1163]
invite-body: Καλοῦνται τὰ μέλη τοῦ Συνεταιρισμοῦ εἰς γενικὴν συνέλευσιν τὴν Δευτέραν 22 Ὀκτωβρίου ὥρα 10 π. μ. εἰς τὰ γραφεῖα τοῦ Συνεταιρισμοῦ. Θέματα: 1) Λογοδοσία. 2) Ἐκλογὴ νέου συμβουλίου. — [930, 454, 1142, 553]
xanthi3-sub: ΠΡΟΚΗΡΥΞΙΣ ΔΗΜΟΠΡΑΣΙΑΣ — [720, 656, 916, 687]
farmers-body: Σώσατε τὴν συγκομιδὴν μετὰ τῶν λιπασμάτων «ΝΙΤΡΟΓΕΝ» καὶ ἀπολυμάντικές τοὺς σπόρους σας ποιότητος «ΠΟΡΖΟΛ». — [96, 494, 280, 564]
column-divider — [1148, 82, 1149, 2190]
xanthi1-sig: Ὁ Δήμαρχος Ξάνθης — [803, 321, 916, 335]
expo-body: Ἐπὶ τῇ λήξει τῆς Ἐκθέσεως ἐκποιοῦμεν τὰ ἐκθέματά μας μὲ μεγάλας ἐκπτώσεις. ΕΠΩΦΕΛΗΘΗΤΕ ΤΗΣ ΕΥΚΑΙΡΙΑΣ νὰ στολίσετε τὸ σπίτι σας. — [310, 1387, 686, 1429]
thes-sig2: Π. Μαντζελόπουλος — [1020, 773, 1134, 787]
petrar-brand: ΠΕΤΡΑΡ — [164, 1797, 276, 1824]
drama-schools-notice — [930, 802, 1142, 1021]
knit-address: 36. Κορίνου 36, ἔναντι Σπίγγερ — [729, 1422, 907, 1436]
maro-address: Κουντουριώτου 20 καὶ 30, Θεσσαλονίκη. — [1253, 1266, 1485, 1280]
olos-rep-name: Χ. Σ. ΚΟΕΝ — [131, 1147, 245, 1169]
xanthi3-title: ΔΗΜΟΣ ΞΑΝΘΗΣ — [750, 640, 886, 657]
buhler-company: ΑΔΕΛΦΟΙ ΜΠΟΥΛΕΡ — [1241, 490, 1497, 517]
summary1-sig: Ὁ Δικηγόρος — [852, 1656, 924, 1670]
oikog-title: ΟΙΚΟΤΡΟΦΕΙΟΝ ΘΗΛΕΩΝ — [364, 631, 632, 653]
